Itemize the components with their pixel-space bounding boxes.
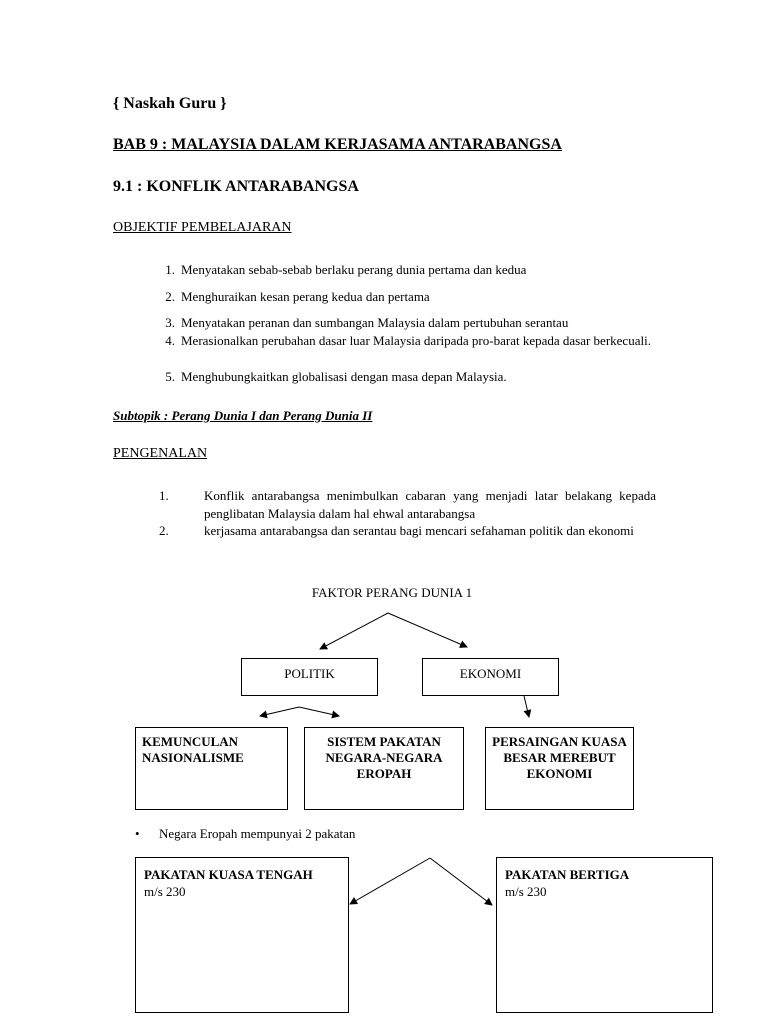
politik-box: POLITIK bbox=[241, 658, 378, 696]
objective-text: Menghuraikan kesan perang kedua dan pertama bbox=[181, 289, 430, 304]
arrow-to-sistem bbox=[299, 707, 339, 716]
bullet-text: Negara Eropah mempunyai 2 pakatan bbox=[159, 826, 356, 841]
objective-text: Menyatakan sebab-sebab berlaku perang dunia pertama dan kedua bbox=[181, 262, 527, 277]
objective-number: 2. bbox=[165, 289, 175, 304]
arrow-to-persaingan bbox=[524, 696, 529, 717]
arrow-to-politik bbox=[320, 613, 388, 649]
objective-number: 3. bbox=[165, 315, 175, 330]
ekonomi-box: EKONOMI bbox=[422, 658, 559, 696]
kemunculan-nasionalisme-box: KEMUNCULAN NASIONALISME bbox=[135, 727, 288, 810]
intro-number: 2. bbox=[159, 523, 169, 538]
intro-number: 1. bbox=[159, 488, 169, 503]
pakatan-bertiga-ref: m/s 230 bbox=[505, 884, 547, 899]
bullet-symbol: • bbox=[135, 826, 140, 841]
intro-text: Konflik antarabangsa menimbulkan cabaran yang menjadi latar belakang kepada penglibatan Malaysia dalam hal ehwal antarabangsa bbox=[204, 488, 656, 521]
persaingan-kuasa-box: PERSAINGAN KUASA BESAR MEREBUT EKONOMI bbox=[485, 727, 634, 810]
subtopic-heading: Subtopik : Perang Dunia I dan Perang Dunia II bbox=[113, 408, 373, 423]
pakatan-kuasa-tengah-ref: m/s 230 bbox=[144, 884, 186, 899]
pakatan-kuasa-tengah-title: PAKATAN KUASA TENGAH bbox=[144, 867, 313, 882]
intro-text: kerjasama antarabangsa dan serantau bagi mencari sefahaman politik dan ekonomi bbox=[204, 523, 634, 538]
arrow-to-bertiga bbox=[430, 858, 492, 905]
diagram-title: FAKTOR PERANG DUNIA 1 bbox=[311, 585, 473, 600]
objective-number: 1. bbox=[165, 262, 175, 277]
objective-number: 5. bbox=[165, 369, 175, 384]
objective-number: 4. bbox=[165, 333, 175, 348]
sistem-pakatan-box: SISTEM PAKATAN NEGARA-NEGARA EROPAH bbox=[304, 727, 464, 810]
pakatan-bertiga-box bbox=[496, 857, 713, 1013]
objectives-heading: OBJEKTIF PEMBELAJARAN bbox=[113, 220, 292, 235]
arrow-to-kuasa-tengah bbox=[350, 858, 430, 904]
arrow-to-kemunculan bbox=[260, 707, 299, 716]
introduction-heading: PENGENALAN bbox=[113, 446, 208, 461]
pakatan-kuasa-tengah-box bbox=[135, 857, 349, 1013]
objective-text: Merasionalkan perubahan dasar luar Malaysia daripada pro-barat kepada dasar berkecuali. bbox=[181, 333, 651, 348]
arrow-to-ekonomi bbox=[388, 613, 467, 647]
objective-text: Menyatakan peranan dan sumbangan Malaysia dalam pertubuhan serantau bbox=[181, 315, 569, 330]
section-title: 9.1 : KONFLIK ANTARABANGSA bbox=[113, 178, 359, 195]
chapter-title: BAB 9 : MALAYSIA DALAM KERJASAMA ANTARABANGSA bbox=[113, 136, 562, 153]
naskah-guru-label: { Naskah Guru } bbox=[113, 95, 227, 112]
objective-text: Menghubungkaitkan globalisasi dengan masa depan Malaysia. bbox=[181, 369, 507, 384]
pakatan-bertiga-title: PAKATAN BERTIGA bbox=[505, 867, 630, 882]
